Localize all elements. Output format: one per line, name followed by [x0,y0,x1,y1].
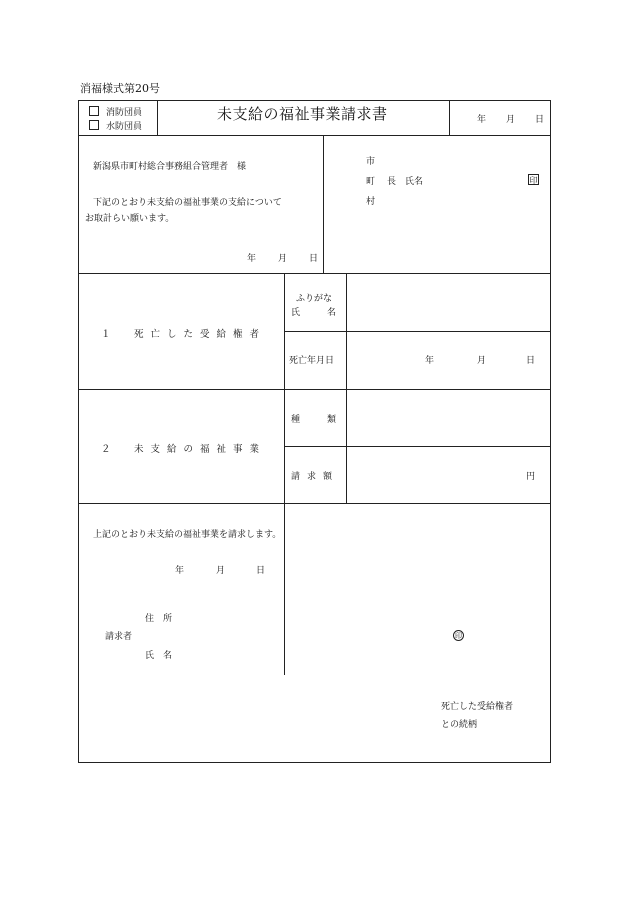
death-date-day: 日 [526,356,536,366]
checkbox-icon[interactable] [89,106,99,116]
header-date-day: 日 [535,115,545,125]
amount-label: 請求額 [291,472,340,482]
addressee: 新潟県市町村総合事務組合管理者 様 [93,162,247,172]
section1-label: １ 死亡した受給権者 [101,329,267,340]
approval-body-line2: お取計らい願います。 [85,214,175,224]
header-date-month: 月 [506,115,516,125]
head-name-label: 氏名 [405,177,424,187]
claim-date-month: 月 [216,566,226,576]
approval-date-month: 月 [278,254,288,264]
claim-date-day: 日 [256,566,266,576]
municipality-mura: 村 [366,197,376,207]
relation-label-line2: との続柄 [441,720,478,730]
municipality-shi: 市 [366,157,376,167]
checkbox-divider [157,101,158,135]
approval-column-divider [323,135,324,273]
section2-row-divider [284,446,551,447]
checkbox-fire-corps[interactable]: 消防団員 [89,105,142,118]
seal-icon: 印 [529,176,538,185]
checkbox-flood-corps[interactable]: 水防団員 [89,119,142,132]
field-column-divider [346,273,347,503]
claimant-seal-icon: 印 [455,632,462,640]
deceased-name-label: 氏 名 [291,308,340,318]
form-number: 消福様式第20号 [80,82,160,95]
furigana-label: ふりがな [296,294,333,304]
approval-date-day: 日 [309,254,319,264]
section1-divider [79,389,551,390]
claimant-name-label: 氏 名 [145,651,173,661]
approval-divider [79,273,551,274]
form-frame [78,100,551,763]
claimant-label: 請求者 [105,632,133,642]
relation-label-line1: 死亡した受給権者 [441,702,514,712]
approval-date-year: 年 [247,254,257,264]
kind-label: 種 類 [291,415,340,425]
municipality-machi: 町 [366,177,376,187]
death-date-year: 年 [425,356,435,366]
claimant-address-label: 住 所 [145,614,173,624]
date-divider [449,101,450,135]
label-column-divider [284,273,285,675]
currency-yen: 円 [526,472,536,482]
header-divider [79,135,551,136]
section2-label: ２ 未支給の福祉事業 [101,444,267,455]
death-date-month: 月 [477,356,487,366]
claim-date-year: 年 [175,566,185,576]
checkbox-icon[interactable] [89,120,99,130]
claim-statement: 上記のとおり未支給の福祉事業を請求します。 [93,530,282,540]
section1-row-divider [284,331,551,332]
death-date-label: 死亡年月日 [289,356,335,366]
approval-body-line1: 下記のとおり未支給の福祉事業の支給について [93,198,282,208]
section2-divider [79,503,551,504]
head-title: 長 [387,177,397,187]
header-date-year: 年 [477,115,487,125]
form-title: 未支給の福祉事業請求書 [217,105,388,123]
